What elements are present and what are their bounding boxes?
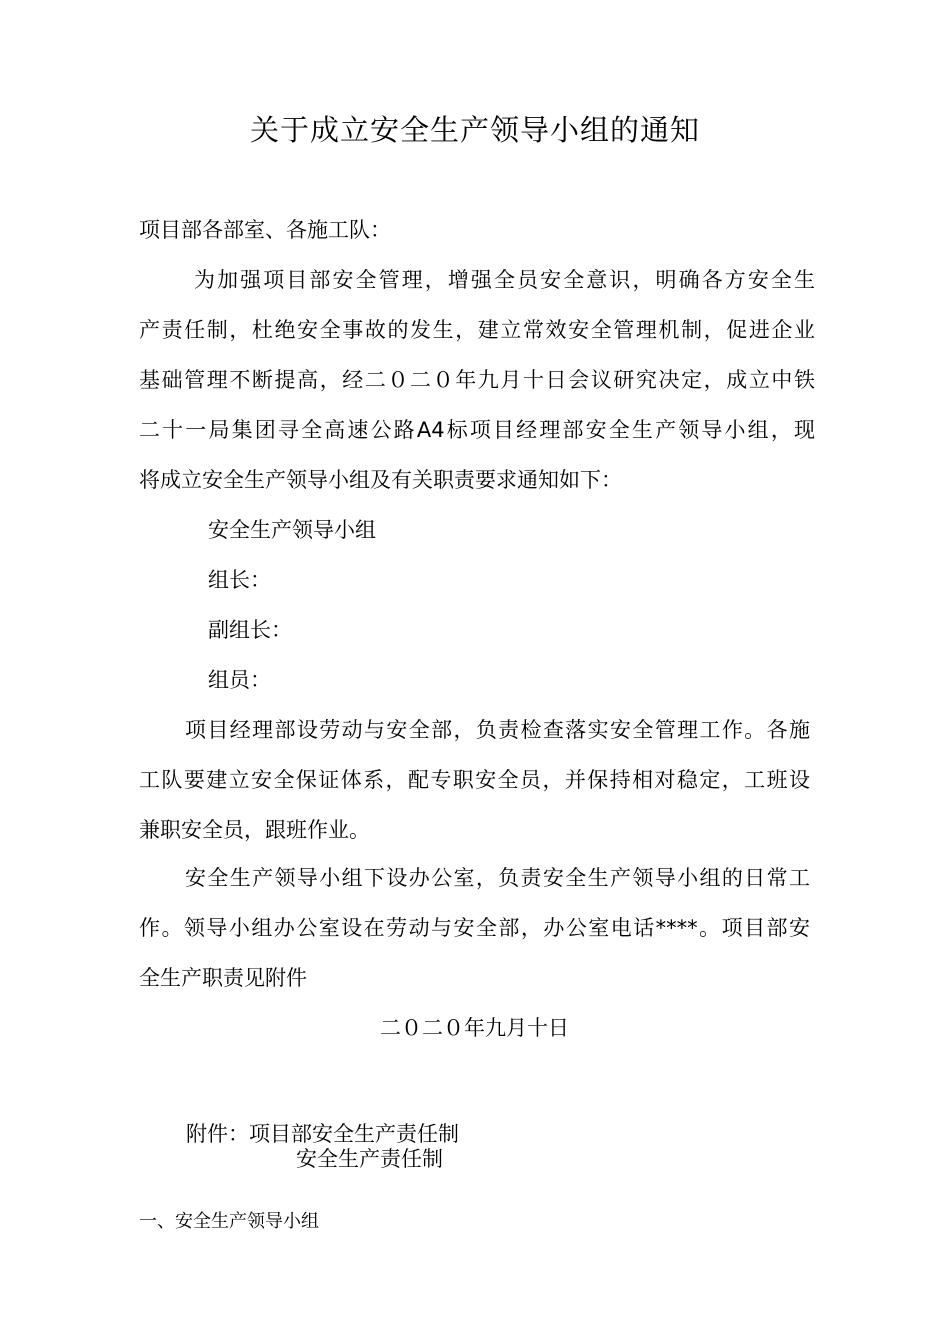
para2-line-1: 项目经理部设劳动与安全部，负责检查落实安全管理工作。各施 <box>185 718 810 742</box>
document-title: 关于成立安全生产领导小组的通知 <box>249 113 700 147</box>
para2-line-3: 兼职安全员，跟班作业。 <box>139 818 370 842</box>
para2-line-2: 工队要建立安全保证体系，配专职安全员，并保持相对稳定，工班设 <box>139 768 810 792</box>
para1-line-2: 产责任制，杜绝安全事故的发生，建立常效安全管理机制，促进企业 <box>139 318 815 342</box>
attachment-subtitle: 安全生产责任制 <box>296 1147 443 1171</box>
para3-line-3: 全生产职责见附件 <box>139 966 307 990</box>
para1-line-5: 将成立安全生产领导小组及有关职责要求通知如下： <box>139 468 622 492</box>
para3-line-2: 作。领导小组办公室设在劳动与安全部，办公室电话****。项目部安 <box>139 916 810 940</box>
leader-label: 组长： <box>208 568 271 592</box>
member-label: 组员： <box>208 668 271 692</box>
para1-line-4: 二十一局集团寻全高速公路A4标项目经理部安全生产领导小组，现 <box>139 418 815 442</box>
salutation: 项目部各部室、各施工队： <box>139 218 391 242</box>
group-heading: 安全生产领导小组 <box>208 518 376 542</box>
notice-date: 二０二０年九月十日 <box>380 1016 569 1040</box>
section-heading: 一、安全生产领导小组 <box>139 1211 319 1232</box>
para3-line-1: 安全生产领导小组下设办公室，负责安全生产领导小组的日常工 <box>185 866 810 890</box>
para1-line-1: 为加强项目部安全管理，增强全员安全意识，明确各方安全生 <box>194 268 815 292</box>
attachment-label: 附件：项目部安全生产责任制 <box>186 1122 459 1146</box>
deputy-leader-label: 副组长： <box>208 618 292 642</box>
para1-line-3: 基础管理不断提高，经二０二０年九月十日会议研究决定，成立中铁 <box>139 368 815 392</box>
